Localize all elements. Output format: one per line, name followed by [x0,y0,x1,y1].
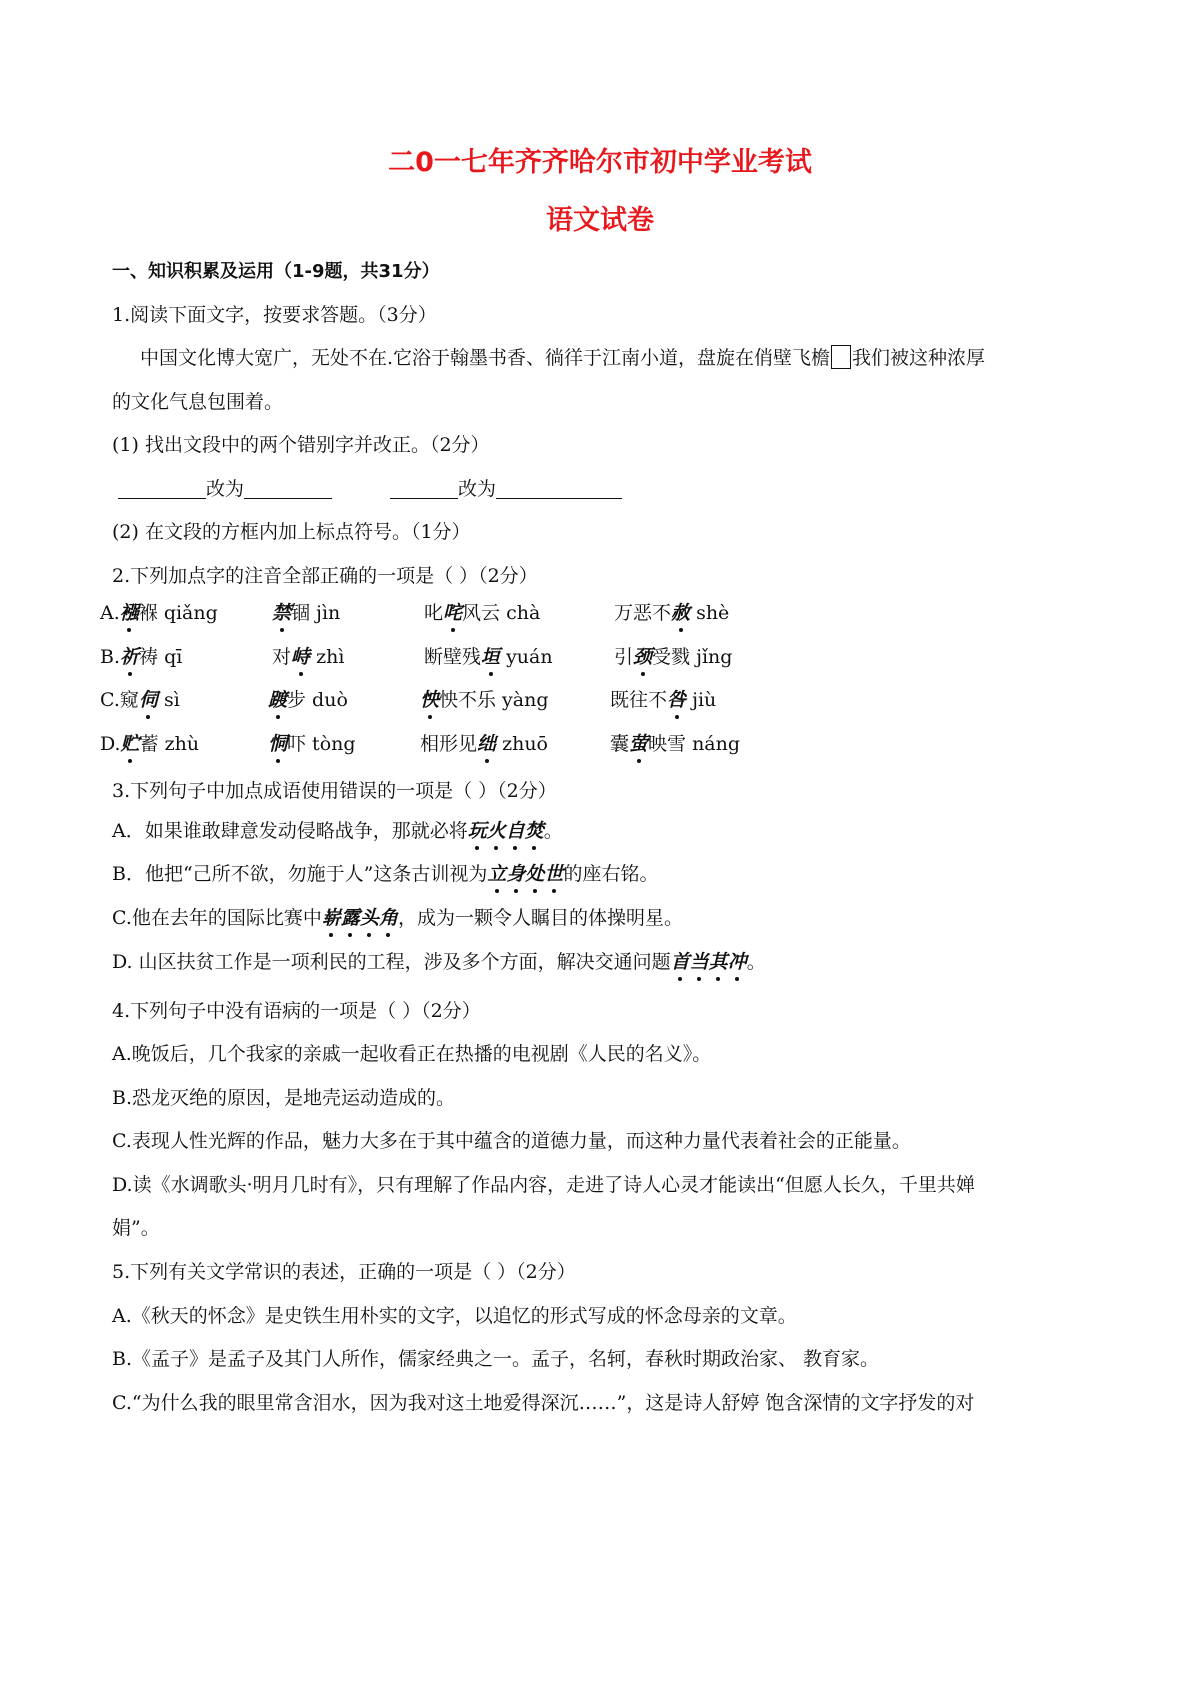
q1-passage-text-b: 我们被这种浓厚 [852,347,986,369]
q4-option-d-line1: D.读《水调歌头·明月几时有》，只有理解了作品内容，走进了诗人心灵才能读出“但愿人长久，千里共婵 [112,1174,975,1196]
q5-option-a: A.《秋天的怀念》是史铁生用朴实的文字，以追忆的形式写成的怀念母亲的文章。 [112,1305,797,1327]
dotted-char: 立 [487,860,506,888]
q2-option-d1: D.贮蓄 zhù [100,730,199,758]
q2-option-a1: A.襁褓 qiǎng [100,599,218,627]
q5-stem: 5.下列有关文学常识的表述，正确的一项是（ ）（2分） [112,1261,576,1283]
dotted-char: 火 [487,817,506,845]
q3-option-a: A．如果谁敢肆意发动侵略战争，那就必将玩火自焚。 [112,817,563,845]
change-to-label: 改为 [206,478,245,500]
dotted-char: 崭 [322,904,341,932]
dotted-char: 首 [671,948,690,976]
q2-option-c4: 既往不咎 jiù [610,686,716,714]
dotted-idiom [487,863,563,885]
change-to-label: 改为 [458,478,497,500]
dotted-char: 身 [506,860,525,888]
dotted-char: 处 [525,860,544,888]
q3-option-c: C.他在去年的国际比赛中崭露头角，成为一颗令人瞩目的体操明星。 [112,904,683,932]
q2-option-a2: 禁锢 jìn [272,599,340,627]
q5-option-b: B.《孟子》是孟子及其门人所作，儒家经典之一。孟子，名轲，春秋时期政治家、 教育家。 [112,1348,880,1370]
dotted-char: 露 [341,904,360,932]
dotted-char: 当 [690,948,709,976]
dotted-idiom [468,820,544,842]
q3-option-b: B．他把“己所不欲，勿施于人”这条古训视为立身处世的座右铭。 [112,860,658,888]
dotted-char: 世 [544,860,563,888]
dotted-char: 角 [379,904,398,932]
q2-option-c3: 怏怏不乐 yàng [420,686,549,714]
q1-answer-row [118,475,622,503]
dotted-char: 冲 [728,948,747,976]
q2-option-c2: 踱步 duò [268,686,348,714]
answer-blank-3[interactable] [390,476,458,499]
dotted-idiom [671,951,747,973]
q1-passage-line1 [140,344,985,372]
dotted-char: 其 [709,948,728,976]
q2-option-b1: B.祈祷 qī [100,643,182,671]
q4-option-b: B.恐龙灭绝的原因，是地壳运动造成的。 [112,1087,456,1109]
dotted-char: 自 [506,817,525,845]
q4-option-d-line2: 娟”。 [112,1217,160,1239]
q2-option-a3: 叱咤风云 chà [424,599,540,627]
q2-option-b3: 断壁残垣 yuán [424,643,553,671]
q2-option-c1: C.窥伺 sì [100,686,180,714]
q1-passage-line2: 的文化气息包围着。 [112,391,284,413]
exam-subtitle: 语文试卷 [546,205,654,236]
dotted-char: 玩 [468,817,487,845]
q1-sub1: (1) 找出文段中的两个错别字并改正。（2分） [112,434,490,456]
dotted-idiom [322,907,398,929]
answer-blank-1[interactable] [118,476,206,499]
q2-option-b2: 对峙 zhì [272,643,344,671]
punctuation-box[interactable] [831,345,851,369]
q2-stem: 2.下列加点字的注音全部正确的一项是（ ）（2分） [112,565,538,587]
q4-option-c: C.表现人性光辉的作品，魅力大多在于其中蕴含的道德力量，而这种力量代表着社会的正能量。 [112,1130,911,1152]
q2-option-d2: 恫吓 tòng [268,730,356,758]
section-heading: 一、知识积累及运用（1-9题，共31分） [112,261,440,282]
q2-option-d3: 相形见绌 zhuō [420,730,548,758]
q4-stem: 4.下列句子中没有语病的一项是（ ）（2分） [112,1000,481,1022]
q4-option-a: A.晚饭后，几个我家的亲戚一起收看正在热播的电视剧《人民的名义》。 [112,1043,712,1065]
q3-stem: 3.下列句子中加点成语使用错误的一项是（ ）（2分） [112,780,557,802]
q2-option-b4: 引颈受戮 jǐng [614,643,732,671]
q5-option-c: C.“为什么我的眼里常含泪水，因为我对这土地爱得深沉……”，这是诗人舒婷 饱含深情的文字抒发的对 [112,1392,975,1414]
q1-stem: 1.阅读下面文字，按要求答题。（3分） [112,304,437,326]
exam-title: 二0一七年齐齐哈尔市初中学业考试 [388,147,812,178]
answer-blank-4[interactable] [496,476,622,499]
q2-option-d4: 囊萤映雪 náng [610,730,740,758]
q1-passage-text-a: 中国文化博大宽广，无处不在.它浴于翰墨书香、徜徉于江南小道，盘旋在俏壁飞檐 [140,347,831,369]
dotted-char: 焚 [525,817,544,845]
q2-option-a4: 万恶不赦 shè [614,599,729,627]
q1-sub2: (2) 在文段的方框内加上标点符号。（1分） [112,521,471,543]
dotted-char: 头 [360,904,379,932]
answer-blank-2[interactable] [244,476,332,499]
q3-option-d: D. 山区扶贫工作是一项利民的工程，涉及多个方面，解决交通问题首当其冲。 [112,948,766,976]
